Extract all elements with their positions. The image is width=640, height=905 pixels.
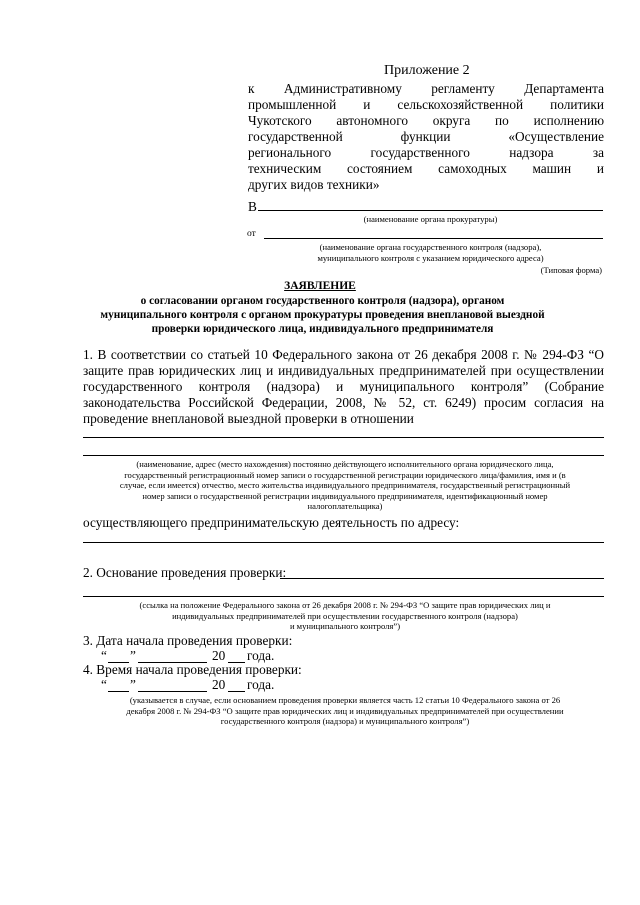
year-blank-line[interactable] [228, 691, 245, 692]
control-body-field-line[interactable] [264, 238, 603, 239]
address-field-line-1[interactable] [83, 542, 604, 543]
appendix-title: Приложение 2 [384, 63, 470, 78]
year-suffix: года. [247, 677, 275, 692]
time-caption [90, 695, 600, 727]
date-close-quote: ” [130, 677, 136, 692]
basis-caption-line: и муниципального контроля”) [289, 621, 401, 632]
year-prefix: 20 [212, 648, 226, 663]
appendix-line: промышленной и сельскохозяйственной политики [248, 97, 604, 112]
section-1-line: государственного контроля (надзора) и муниципального контроля” (Собрание [83, 379, 604, 394]
basis-field-line-1[interactable] [280, 578, 604, 579]
date-close-quote: ” [130, 648, 136, 663]
document-subtitle [40, 294, 605, 336]
section-1-line: проведение внеплановой выездной проверки в отношении [83, 411, 414, 426]
appendix-text [248, 81, 604, 193]
appendix-line: Чукотского автономного округа по исполнению [248, 113, 604, 128]
to-prefix: В [248, 199, 257, 214]
year-prefix: 20 [212, 677, 226, 692]
section-3-label: 3. Дата начала проведения проверки: [83, 633, 293, 648]
section-1-line: законодательства Российской Федерации, 2008, № 52, ст. 6249) просим согласия на [83, 395, 604, 410]
section-4-label: 4. Время начала проведения проверки: [83, 662, 302, 677]
basis-caption [90, 600, 600, 632]
year-suffix: года. [247, 648, 275, 663]
entity-caption-line: номер записи о государственной регистрации индивидуального предпринимателя, идентификационный номер [142, 490, 548, 501]
time-caption-line: (указывается в случае, если основанием проведения проверки является часть 12 статьи 10 Федерального закона от 26 [129, 695, 561, 705]
prosecutor-field-line[interactable] [258, 210, 603, 211]
appendix-line: к Административному регламенту Департамента [248, 81, 604, 96]
subtitle-line: о согласовании органом государственного контроля (надзора), органом [140, 295, 505, 307]
day-blank-line[interactable] [108, 691, 129, 692]
section-1-line: 1. В соответствии со статьей 10 Федерального закона от 26 декабря 2008 г. № 294-ФЗ “О [83, 347, 604, 362]
activity-address-label: осуществляющего предпринимательскую деятельность по адресу: [83, 515, 460, 530]
subtitle-line: проверки юридического лица, индивидуального предпринимателя [151, 323, 494, 335]
time-caption-line: государственного контроля (надзора) и муниципального контроля”) [220, 716, 470, 727]
from-prefix: от [247, 229, 256, 239]
start-time-field[interactable] [101, 677, 301, 693]
appendix-line: государственной функции «Осуществление [248, 129, 604, 144]
month-blank-line[interactable] [138, 691, 207, 692]
date-open-quote: “ [101, 648, 107, 663]
appendix-line: техническим состоянием самоходных машин и [248, 161, 604, 176]
entity-caption-line: случае, если имеется) отчество, место жительства индивидуального предпринимателя, государственный регистрационный [119, 480, 571, 491]
time-caption-line: декабря 2008 г. № 294-ФЗ “О защите прав юридических лиц и индивидуальных предпринимателей при осуществлении [126, 705, 564, 716]
document-title: ЗАЯВЛЕНИЕ [284, 280, 356, 292]
basis-field-line-2[interactable] [83, 596, 604, 597]
subtitle-line: муниципального контроля с органом прокуратуры проведения внеплановой выездной [100, 309, 545, 321]
appendix-line: регионального государственного надзора за [248, 145, 604, 160]
control-body-caption-1: (наименование органа государственного контроля (надзора), [319, 242, 542, 252]
entity-field-line-1[interactable] [83, 437, 604, 438]
basis-caption-line: (ссылка на положение Федерального закона от 26 декабря 2008 г. № 294-ФЗ “О защите прав юридических лиц и [139, 600, 551, 610]
section-1-text [83, 347, 604, 427]
prosecutor-caption: (наименование органа прокуратуры) [363, 214, 498, 224]
control-body-caption-2: муниципального контроля с указанием юридического адреса) [317, 253, 544, 263]
section-1-line: защите прав юридических лиц и индивидуальных предпринимателей при осуществлении [83, 363, 604, 378]
entity-caption-line: государственный регистрационный номер записи о государственной регистрации юридического лица/фамилия, имя и (в [124, 469, 566, 480]
section-2-label: 2. Основание проведения проверки: [83, 565, 287, 580]
entity-caption-line: налогоплательщика) [307, 501, 383, 512]
appendix-line: других видов техники» [248, 177, 380, 192]
form-type-label: (Типовая форма) [540, 265, 602, 275]
basis-caption-line: индивидуальных предпринимателей при осуществлении государственного контроля (надзора) [172, 610, 518, 621]
entity-caption [90, 459, 600, 512]
entity-field-line-2[interactable] [83, 455, 604, 456]
entity-caption-line: (наименование, адрес (место нахождения) постоянно действующего исполнительного органа юридического лица, [136, 459, 554, 469]
date-open-quote: “ [101, 677, 107, 692]
